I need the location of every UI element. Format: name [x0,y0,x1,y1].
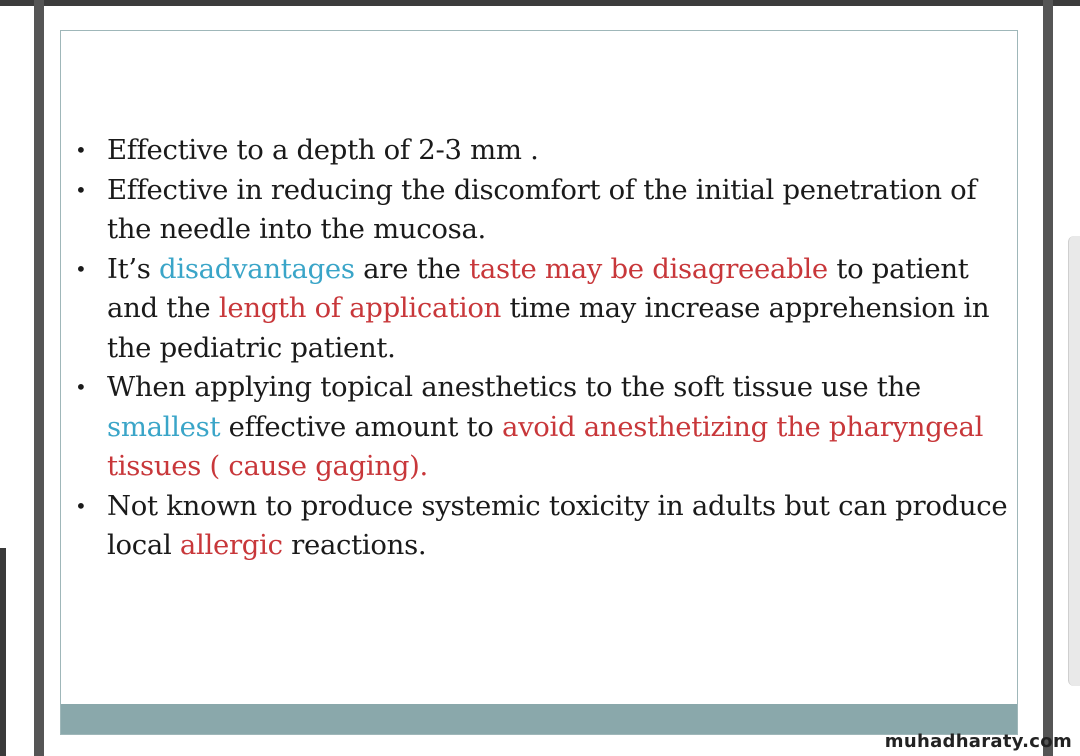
side-panel-handle[interactable] [1068,236,1080,686]
bullet-text: It’s [107,252,160,285]
bullet-text: Not known to produce systemic toxicity in adults but can produce local [107,489,1008,561]
bullet-icon: • [75,493,87,518]
highlighted-text: disadvantages [159,252,355,285]
bullet-icon: • [75,375,87,399]
top-strip [0,0,1080,6]
bullet-item [71,171,1016,250]
watermark: muhadharaty.com [884,731,1072,752]
bullet-list [71,131,1016,566]
slide [60,30,1018,735]
bullet-item [71,368,1016,487]
bullet-icon: • [75,256,87,281]
bullet-text: effective amount to [220,410,502,443]
highlighted-text: taste may be disagreeable [469,252,828,285]
left-edge-bar [0,548,6,756]
slide-footer-band [61,704,1017,734]
bullet-text: When applying topical anesthetics to the soft tissue use the [107,371,921,403]
bullet-icon: • [75,138,87,162]
bullet-text: are the [354,252,470,285]
highlighted-text: avoid anesthetizing the pharyngeal tissues ( cause gaging). [107,410,984,482]
highlighted-text: allergic [179,529,283,561]
bullet-text: reactions. [282,529,427,561]
bullet-item [71,487,1016,566]
left-frame-bar [34,0,44,756]
bullet-item [71,131,1016,171]
bullet-text: Effective in reducing the discomfort of the initial penetration of the needle into the mucosa. [107,173,977,245]
bullet-icon: • [75,177,87,202]
right-frame-bar [1043,0,1053,756]
bullet-text: Effective to a depth of 2-3 mm . [107,134,539,166]
bullet-item [71,250,1016,369]
bullet-text: to patient and the [107,252,969,324]
highlighted-text: length of application [218,292,502,324]
bullet-text: time may increase apprehension in the pediatric patient. [107,292,990,364]
highlighted-text: smallest [107,410,221,443]
